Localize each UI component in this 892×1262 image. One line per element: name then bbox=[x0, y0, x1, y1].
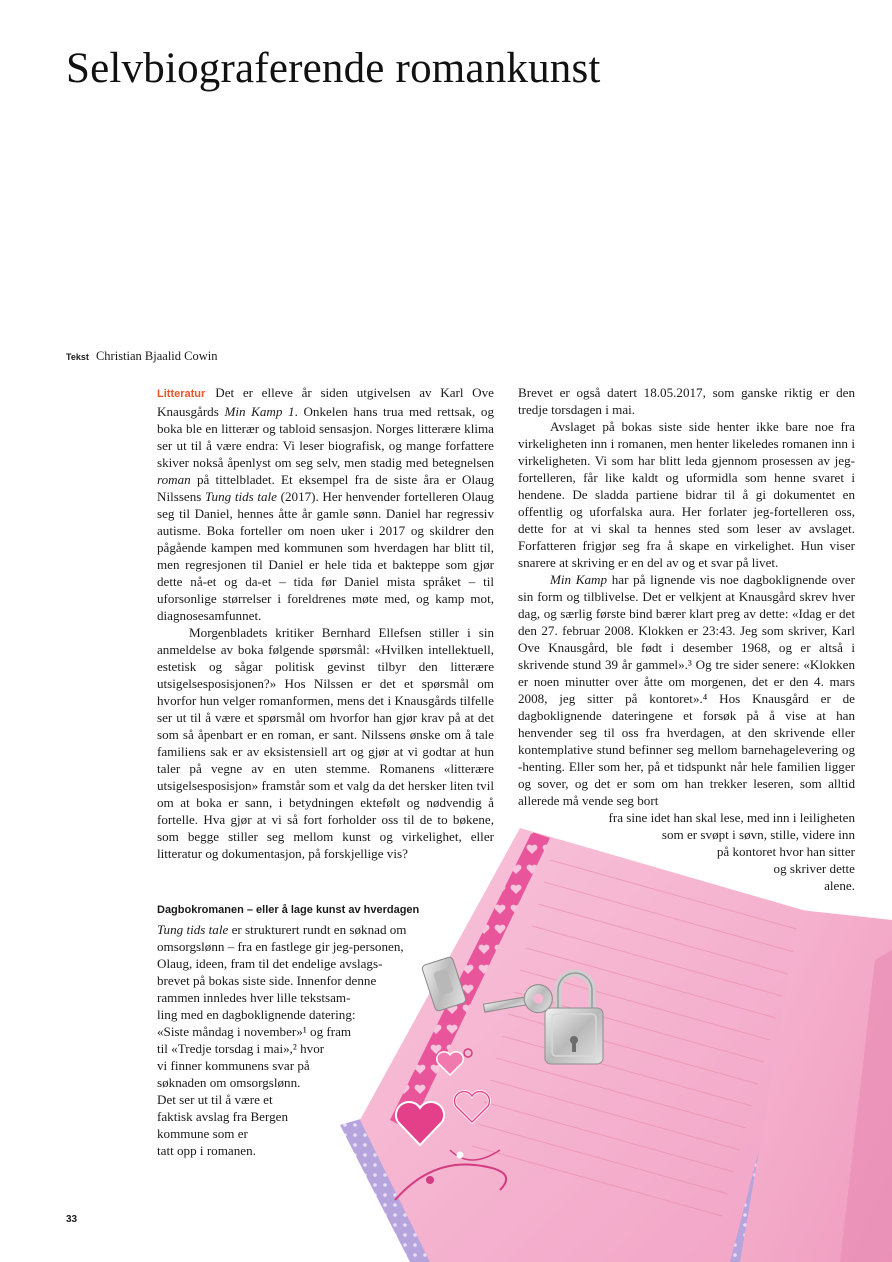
text-line: som er svøpt i søvn, stille, videre inn bbox=[661, 827, 855, 842]
italic-title: Min Kamp 1 bbox=[224, 404, 295, 419]
paragraph-5 bbox=[518, 571, 855, 809]
text-run: er strukturert rundt en søknad om bbox=[228, 922, 407, 937]
rubric-label: Litteratur bbox=[157, 388, 206, 400]
italic-title: Min Kamp bbox=[550, 572, 608, 587]
paragraph-1 bbox=[157, 384, 494, 624]
byline-label: Tekst bbox=[66, 352, 89, 362]
article-title: Selvbiograferende romankunst bbox=[66, 45, 601, 92]
author-name: Christian Bjaalid Cowin bbox=[95, 349, 218, 363]
text-line: på kontoret hvor han sitter bbox=[716, 844, 855, 859]
paragraph-3: Brevet er også datert 18.05.2017, som ganske riktig er den tredje torsdagen i mai. bbox=[518, 385, 855, 417]
text-line: Olaug, ideen, fram til det endelige avslags- bbox=[157, 956, 383, 971]
text-line: fra sine idet han skal lese, med inn i leiligheten bbox=[608, 810, 855, 825]
italic-title: Tung tids tale bbox=[205, 489, 277, 504]
text-run: . Onkelen hans trua med rettsak, og boka ble en litterær og tabloid sensasjon. Norges litterære klima ser ut til å være endra: Vi leser biografisk, og mange forfattere skiver nokså åpenlyst om seg selv, men stadig med betegnelsen bbox=[157, 404, 495, 470]
text-line: vi finner kommunens svar på bbox=[157, 1058, 310, 1073]
text-line: alene. bbox=[824, 878, 855, 893]
text-line: kommune som er bbox=[157, 1126, 248, 1141]
subheading: Dagbokromanen – eller å lage kunst av hverdagen bbox=[157, 904, 420, 916]
text-line: rammen innledes hver lille tekstsam- bbox=[157, 990, 351, 1005]
text-line: omsorgslønn – fra en fastlege gir jeg-personen, bbox=[157, 939, 404, 954]
text-line: tatt opp i romanen. bbox=[157, 1143, 256, 1158]
text-line: til «Tredje torsdag i mai»,² hvor bbox=[157, 1041, 325, 1056]
text-run: (2017). Her henvender fortelleren Olaug seg til Daniel, hennes åtte år gamle sønn. Daniel har regressiv autisme. Boka forteller om noen uker i 2017 og skildrer den pågående kampen med kommunen som hverdagen har blitt til, men regresjonen til Daniel er hele tida et bakteppe som gjør dette nå-et og da-et – tida før Daniel mista språket – til uforsonlige størrelser i foreldrenes møte med, og kamp mot, diagnosesamfunnet. bbox=[157, 489, 494, 623]
text-line: og skriver dette bbox=[773, 861, 855, 876]
paragraph-2: Morgenbladets kritiker Bernhard Ellefsen stiller i sin anmeldelse av boka følgende spørsmål: «Hvilken intellektuell, estetisk og sågar politisk gevinst tilbyr den litterære utsigelsesposisjonen?» Hos Nilssen er det et spørsmål om hvorfor hun velger romanformen, mens det i Knausgårds tilfelle ser ut til å være et spørsmål om hvorfor han gjør krav på at det som så åpenbart er en roman, er sant. Nilssens ønske om å tale familiens sak er av eksistensiell art og gjør at vi godtar at hun taler på vegne av en uten stemme. Romanens «litterære utsigelsesposisjon» framstår som et valg da det hersker liten tvil om at boka er sann, i betydningen ektefølt og nødvendig å fortelle. Hva gjør at vi så fort forholder oss til de to bøkene, som begge stiller seg mellom kunst og virkelighet, eller litteratur og dokumentasjon, på forskjellige vis? bbox=[157, 625, 494, 861]
page-number: 33 bbox=[66, 1214, 78, 1225]
italic-title: Tung tids tale bbox=[157, 922, 229, 937]
italic-term: roman bbox=[157, 472, 191, 487]
text-line: ling med en dagboklignende datering: bbox=[157, 1007, 356, 1022]
text-line: brevet på bokas siste side. Innenfor denne bbox=[157, 973, 377, 988]
text-line: søknaden om omsorgslønn. bbox=[157, 1075, 301, 1090]
text-run: Det er elleve år siden utgivelsen av Karl Ove Knausgårds bbox=[157, 385, 494, 419]
column-2 bbox=[518, 384, 855, 894]
text-run: på tittelbladet. Et eksempel fra de siste åra er Olaug Nilssens bbox=[157, 472, 494, 504]
text-run: har på lignende vis noe dagboklignende over sin form og tilblivelse. Det er velkjent at Knausgård skrev hver dag, og særlig første bind bærer klart preg av dette: «Idag er det den 27. februar 2008. Klokken er 23:43. Jeg som skriver, Karl Ove Knausgård, ble født i desember 1968, og er altså i skrivende stund 39 år gammel».³ Og tre sider senere: «Klokken er noen minutter over åtte om morgenen, det er den 4. mars 2008, jeg sitter på kontoret».⁴ Hos Knausgård er de dagboklignende dateringene et forsøk på å vise at han henvender seg til oss fra hverdagen, at den skrivende eller kontemplative stund befinner seg mellom barnehagelevering og -henting. Eller som her, på et tidspunkt når hele familien ligger og sover, og det er som om han trekker leseren, som alltid allerede må vende seg bort bbox=[518, 572, 855, 808]
text-line: Det ser ut til å være et bbox=[157, 1092, 273, 1107]
byline bbox=[66, 349, 218, 364]
text-line: «Siste måndag i november»¹ og fram bbox=[157, 1024, 352, 1039]
column-1 bbox=[157, 384, 494, 862]
paragraph-4: Avslaget på bokas siste side henter ikke bare noe fra virkeligheten inn i romanen, men henter likeledes romanen inn i virkeligheten. Vi som har blitt leda gjennom prosessen av jeg-fortelleren, får like kaldt og uformidla som henne svaret i hendene. De sladda partiene bidrar til å gi dokumentet en offentlig og uforfalska aura. Her forlater jeg-fortelleren oss, dette for at vi skal ta hennes sted som leser av avslaget. Forfatteren frigjør seg fra å skape en virkelighet. Hun viser snarere at skriving er en del av og et svar på livet. bbox=[518, 419, 855, 570]
text-line: faktisk avslag fra Bergen bbox=[157, 1109, 289, 1124]
